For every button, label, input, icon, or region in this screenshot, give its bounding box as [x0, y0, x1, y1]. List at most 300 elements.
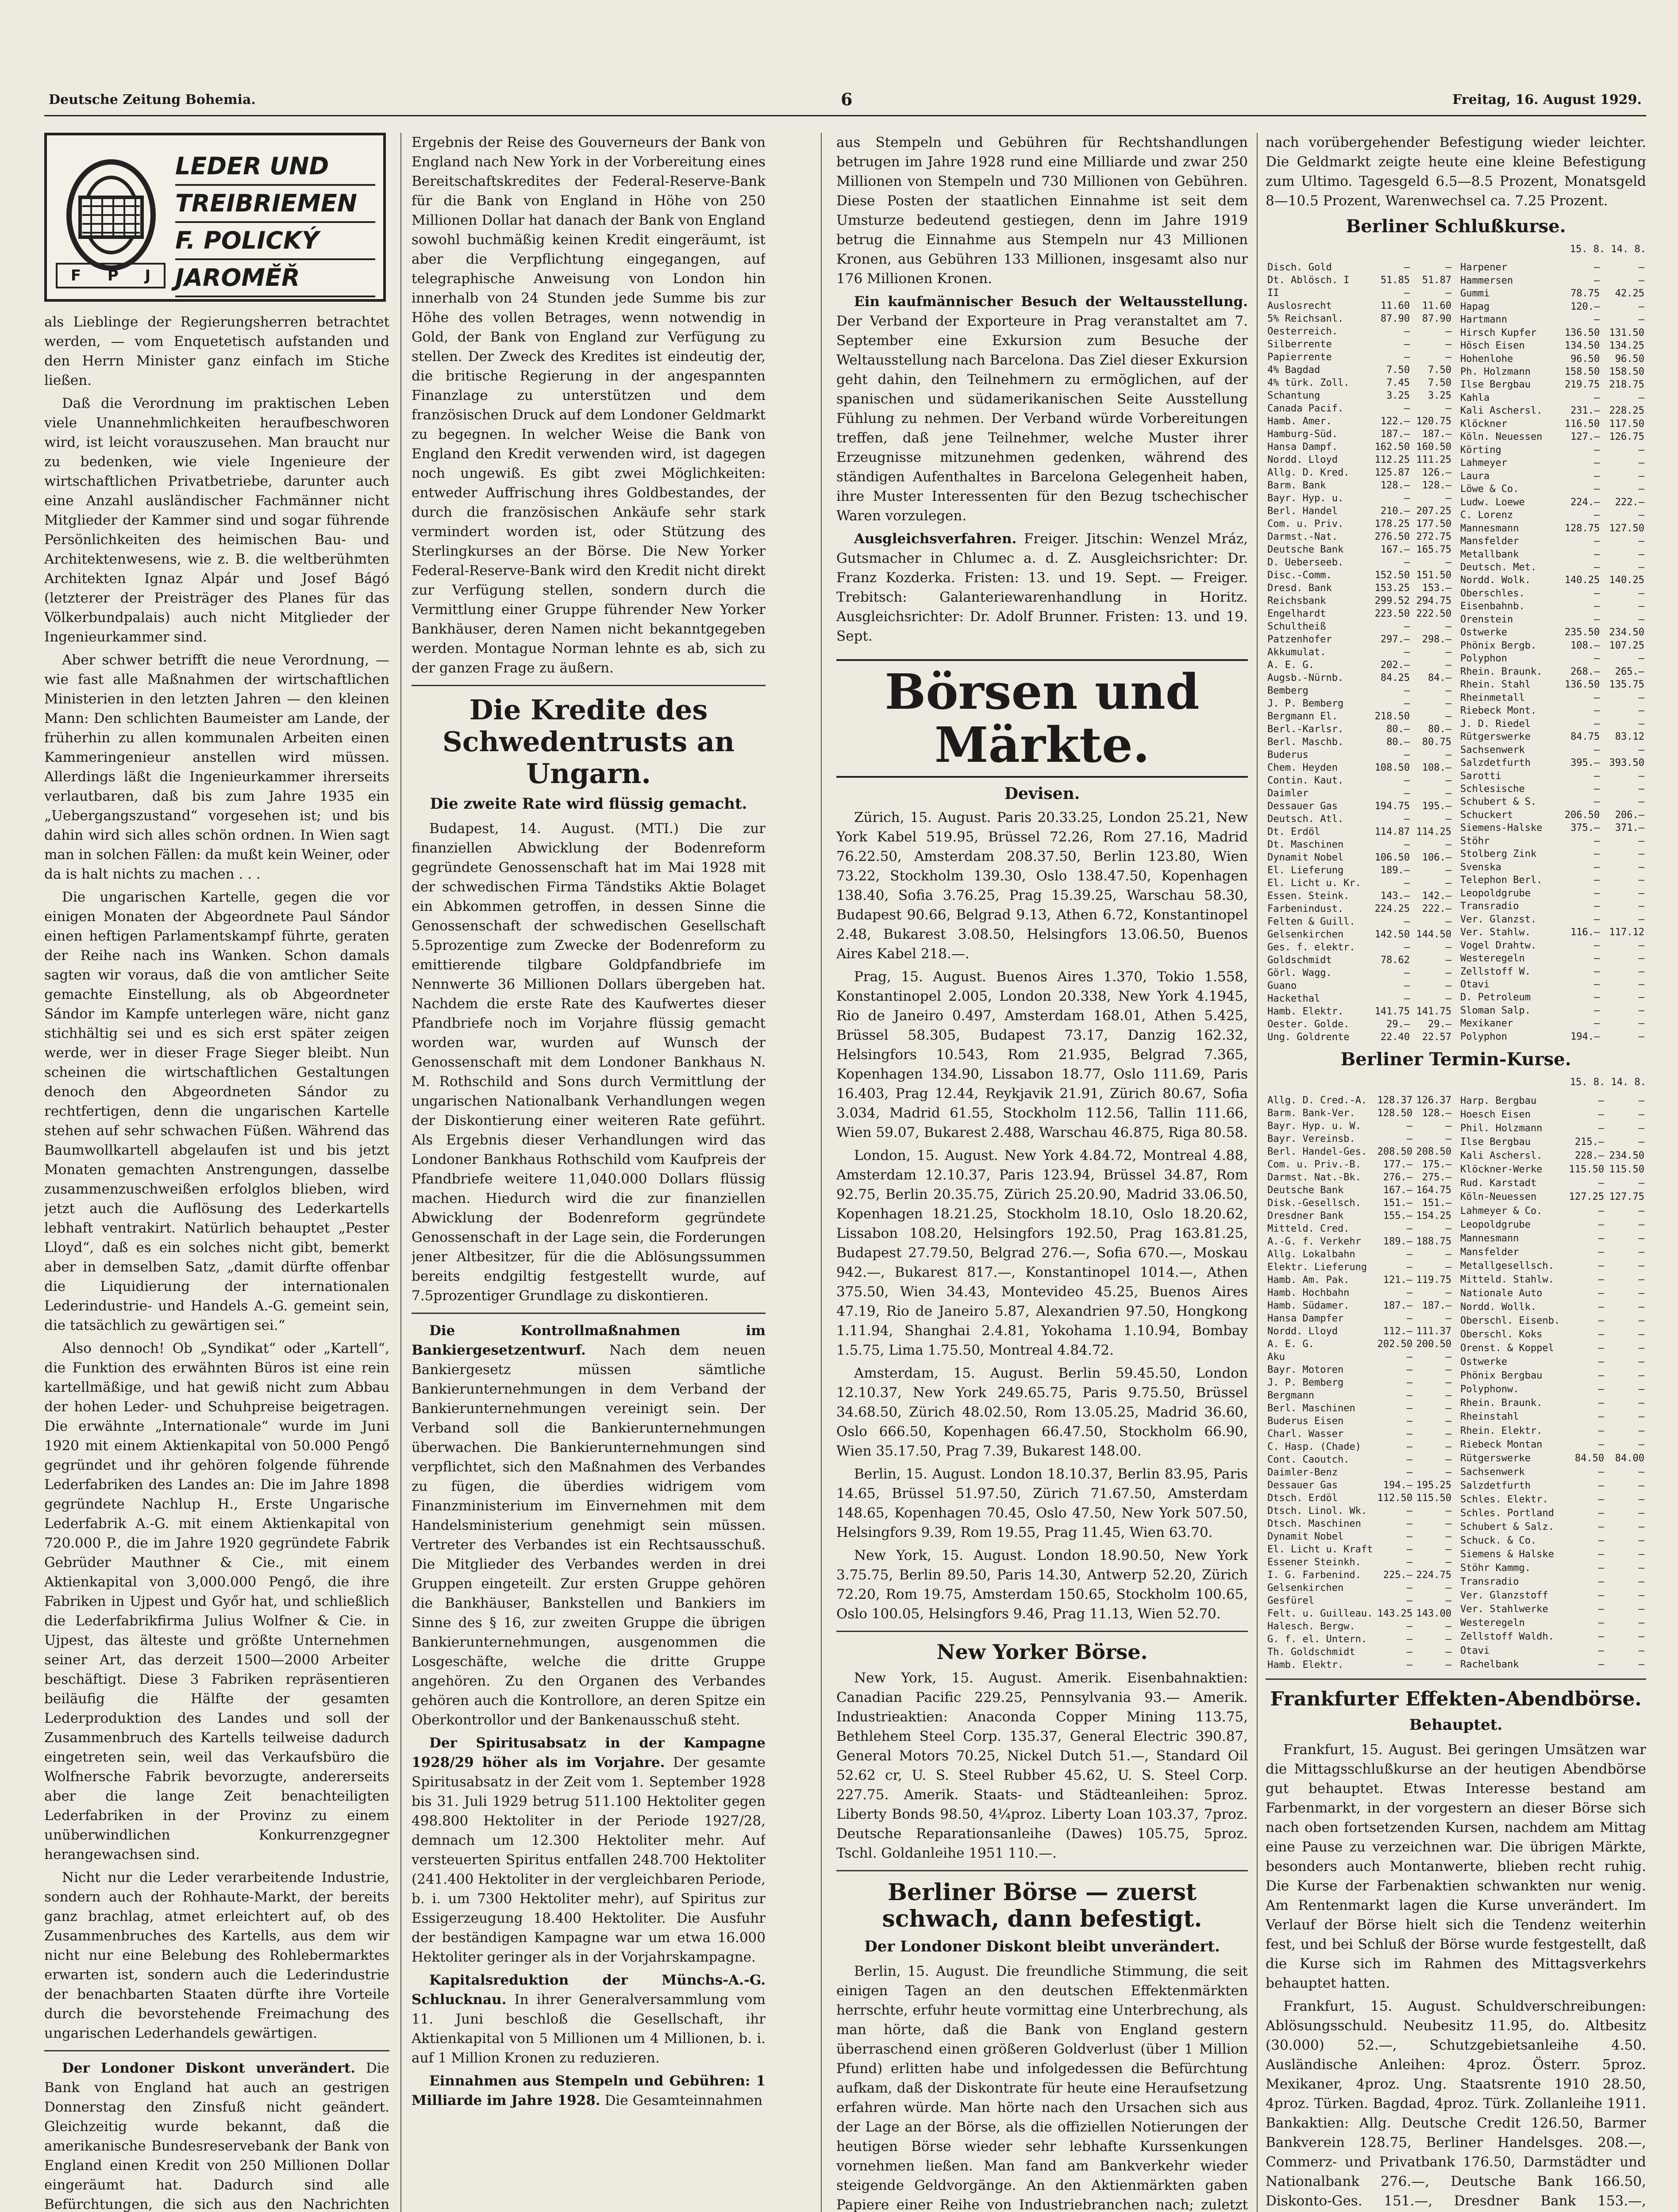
quote-row [1459, 1094, 1646, 1108]
article-subhead: Die zweite Rate wird flüssig gemacht. [430, 795, 747, 813]
quote-row [1266, 453, 1453, 466]
security-name: Halesch. Bergw. [1267, 1621, 1355, 1632]
quote-value: — [1638, 1246, 1644, 1258]
quote-row [1459, 1149, 1646, 1163]
security-name: J. P. Bemberg [1267, 698, 1344, 709]
security-name: Daimler [1267, 788, 1309, 799]
quote-value: 158.50 [1609, 366, 1644, 377]
separator [836, 1631, 1248, 1632]
quote-table-right [1459, 261, 1646, 1044]
quote-value: — [1404, 647, 1410, 658]
quote-row [1266, 684, 1453, 697]
quote-value: — [1404, 878, 1410, 889]
quote-value: — [1638, 457, 1644, 469]
quote-value: — [1598, 1439, 1605, 1450]
quote-value: — [1406, 1531, 1412, 1542]
quote-value: 134.25 [1609, 340, 1644, 352]
news-text: Freiger. Jitschin: Wenzel Mráz, Gutsmacher in Chlumec a. d. Z. Ausgleichsrichter: Dr. Franz Kozderka. Fristen: 13. und 19. Sept. — Freiger. Trebitsch: Galanteriewarenhandlung in Horitz. Ausgleichsrichter: Dr. Adolf Brunner. Fristen: 13. und 19. Sept. [836, 531, 1248, 644]
security-name: Polyphon [1460, 653, 1507, 664]
security-name: Goldschmidt [1267, 955, 1332, 966]
quote-value: 167.— [1383, 1185, 1412, 1196]
quote-row [1266, 967, 1453, 979]
separator [412, 685, 766, 686]
security-name: Svenska [1460, 861, 1501, 873]
quote-value: — [1638, 1005, 1644, 1016]
security-name: Otavi [1460, 1645, 1490, 1656]
quote-row [1266, 1415, 1453, 1428]
quote-value: 215.— [1574, 1137, 1605, 1148]
quote-value: — [1638, 692, 1644, 703]
ad-line: JAROMĚŘ [175, 260, 375, 297]
security-name: Leopoldgrube [1460, 887, 1531, 899]
quote-row [1459, 1218, 1646, 1232]
quote-row [1459, 1479, 1646, 1493]
security-name: Schles. Elektr. [1460, 1494, 1548, 1505]
quote-value: 165.75 [1416, 544, 1451, 555]
quote-value: — [1445, 1544, 1451, 1555]
quote-row [1459, 1108, 1646, 1121]
quote-value: — [1445, 326, 1451, 337]
paragraph: aus Stempeln und Gebühren für Rechtshandlungen betrugen im Jahre 1928 rund eine Milliarde und zwar 250 Millionen von Stempeln und 730 Millionen von Gebühren. Diese Posten der staatlichen Einnahme ist seit dem Umsturze bedeutend gestiegen, denn im Jahre 1919 betrug die Einnahme aus Stempeln nur 43 Millionen Kronen, aus Gebühren 133 Millionen, insgesamt also nur 176 Millionen Kronen. [836, 134, 1248, 287]
column-2 [412, 133, 766, 2212]
quote-value: — [1598, 1576, 1605, 1588]
security-name: I. G. Farbenind. [1267, 1570, 1361, 1581]
quote-row [1266, 1440, 1453, 1453]
quote-row [1459, 1017, 1646, 1030]
quote-value: 222.— [1422, 903, 1451, 914]
quote-value: 78.62 [1380, 955, 1410, 966]
security-name: Mannesmann [1460, 1233, 1519, 1244]
quote-value: — [1638, 979, 1644, 991]
security-name: Otavi [1460, 979, 1490, 991]
quote-row [1266, 826, 1453, 838]
quote-value: — [1638, 1466, 1644, 1478]
quote-value: 114.87 [1374, 826, 1410, 837]
quote-row [1459, 1382, 1646, 1396]
news-title: Ein kaufmännischer Besuch der Weltausstellung. [854, 294, 1248, 310]
quote-value: 128.75 [1564, 522, 1600, 534]
quote-row [1459, 365, 1646, 378]
security-name: Schubert & Salz. [1460, 1521, 1554, 1532]
quote-value: — [1598, 1233, 1605, 1244]
paragraph: New York, 15. August. Amerik. Eisenbahnaktien: Canadian Pacific 229.25, Pennsylvania 93.— Amerik. Industrieaktien: Anaconda Copper Mining 113.75, Bethlehem Steel Corp. 135.37, General Electric 390.87, General Motors 70.25, Nickel Dutch 51.—, Standard Oil 52.62 cr, U. S. Steel Rubber 45.62, U. S. Steel Corp. 227.75. Amerik. Staats- und Städteanleihen: 5proz. Liberty Bonds 98.50, 4¼proz. Liberty Loan 103.37, 7proz. Deutsche Reparationsanleihe (Dawes) 105.75, 5proz. Tschl. Goldanleihe 1951 110.—. [836, 1670, 1248, 1861]
quote-row [1459, 1273, 1646, 1286]
quote-row [1459, 352, 1646, 365]
quote-row [1266, 1363, 1453, 1376]
quote-value: 127.50 [1609, 522, 1644, 534]
quote-row [1459, 444, 1646, 457]
quote-row [1266, 736, 1453, 749]
quote-value: 187.— [1422, 1300, 1451, 1311]
quote-value: 80.— [1386, 737, 1410, 748]
quote-value: — [1445, 1634, 1451, 1645]
quote-value: 195.— [1422, 801, 1451, 812]
security-name: Dtsch. Maschinen [1267, 1518, 1361, 1529]
quote-row [1459, 1314, 1646, 1328]
quote-value: — [1638, 614, 1644, 625]
quote-value: — [1638, 1315, 1644, 1327]
quote-row [1459, 1355, 1646, 1369]
security-name: Polyphon [1460, 1031, 1507, 1043]
security-name: Laura [1460, 470, 1490, 482]
quote-value: 187.— [1380, 429, 1410, 440]
quote-value: — [1406, 1441, 1412, 1452]
security-name: Daimler-Benz [1267, 1467, 1338, 1478]
quote-value: — [1638, 901, 1644, 912]
quote-row [1266, 1543, 1453, 1556]
quote-row [1459, 822, 1646, 834]
quote-row [1459, 548, 1646, 561]
quote-value: 208.50 [1416, 1146, 1451, 1157]
quote-row [1266, 1107, 1453, 1120]
article-headline: Die Kredite des Schwedentrusts an Ungarn. [443, 694, 735, 790]
security-name: Lahmeyer [1460, 457, 1507, 469]
quote-value: — [1445, 711, 1451, 722]
quote-value: 127.— [1570, 431, 1600, 443]
quote-value: 143.00 [1416, 1608, 1451, 1619]
quote-row [1266, 1620, 1453, 1633]
quote-row [1459, 457, 1646, 469]
quote-value: 128.50 [1377, 1108, 1412, 1119]
quote-row [1459, 1232, 1646, 1245]
quote-value: — [1638, 392, 1644, 403]
security-name: Körting [1460, 444, 1501, 456]
quote-value: — [1406, 1364, 1412, 1375]
security-name: Silberrente [1267, 339, 1332, 350]
quote-value: — [1406, 1121, 1412, 1132]
quote-row [1266, 1428, 1453, 1440]
quote-value: — [1594, 614, 1600, 625]
quote-value: 189.— [1380, 865, 1410, 876]
security-name: Metallgesellsch. [1460, 1260, 1554, 1271]
security-name: Sarotti [1460, 770, 1501, 782]
security-name: Lahmeyer & Co. [1460, 1205, 1543, 1217]
quote-value: — [1638, 1576, 1644, 1588]
quote-row [1459, 887, 1646, 900]
quote-value: 151.50 [1416, 570, 1451, 581]
quote-value: 175.— [1422, 1159, 1451, 1170]
quote-value: 187.— [1383, 1300, 1412, 1311]
quote-value: 80.— [1386, 724, 1410, 735]
quote-value: 96.50 [1570, 353, 1600, 365]
quote-row [1266, 979, 1453, 992]
quote-row [1459, 418, 1646, 430]
quote-row [1266, 774, 1453, 787]
quote-value: — [1445, 942, 1451, 953]
quote-value: — [1598, 1563, 1605, 1574]
quote-tables [1266, 261, 1646, 1044]
quote-row [1266, 954, 1453, 967]
quote-value: 152.50 [1374, 570, 1410, 581]
security-name: Hoesch Eisen [1460, 1109, 1531, 1121]
quote-value: 144.50 [1416, 929, 1451, 940]
quote-row [1266, 1659, 1453, 1671]
quote-row [1266, 1402, 1453, 1415]
quote-value: — [1594, 510, 1600, 521]
security-name: Siemens-Halske [1460, 822, 1543, 834]
quote-value: — [1404, 685, 1410, 696]
paragraph: nach vorübergehender Befestigung wieder leichter. Die Geldmarkt zeigte heute eine kleine Befestigung zum Ultimo. Tagesgeld 6.5—8.5 Prozent, Monatsgeld 8—10.5 Prozent, Warenwechsel ca. 7.25 Prozent. [1266, 134, 1646, 209]
quote-value: — [1638, 536, 1644, 547]
ad-line: LEDER UND [175, 149, 375, 186]
quote-row [1266, 1005, 1453, 1018]
security-name: C. Lorenz [1460, 510, 1513, 521]
separator [44, 2050, 389, 2051]
security-name: A. E. G. [1267, 660, 1314, 671]
quote-row [1266, 518, 1453, 530]
security-name: Com. u. Priv. [1267, 518, 1344, 530]
quote-value: 142.— [1422, 891, 1451, 902]
quote-value: — [1598, 1260, 1605, 1271]
quote-value: — [1406, 1403, 1412, 1414]
quote-value: 153.— [1422, 583, 1451, 594]
security-name: Mexikaner [1460, 1018, 1513, 1029]
quote-value: 42.25 [1615, 288, 1644, 300]
security-name: D. Petroleum [1460, 992, 1531, 1003]
security-name: Görl. Wagg. [1267, 968, 1332, 979]
security-name: Ver. Glanzst. [1460, 914, 1537, 925]
quote-value: — [1404, 916, 1410, 927]
quote-value: — [1638, 653, 1644, 664]
quote-row [1459, 1259, 1646, 1273]
quote-value: — [1445, 775, 1451, 786]
quote-value: 83.12 [1615, 731, 1644, 743]
security-name: Mitteld. Cred. [1267, 1223, 1350, 1234]
quote-row [1266, 1594, 1453, 1607]
quote-value: 111.25 [1416, 454, 1451, 465]
news-title: Der Londoner Diskont unverändert. [62, 2060, 356, 2076]
security-name: Allg. D. Kred. [1267, 467, 1350, 478]
masthead [44, 84, 1646, 116]
quote-value: — [1406, 1659, 1412, 1671]
paragraph: Berlin, 15. August. London 18.10.37, Berlin 83.95, Paris 14.65, Brüssel 51.97.50, Zürich 71.67.50, Amsterdam 148.65, Kopenhagen 70.45, Oslo 47.50, New York 507.50, Helsingfors 9.39, Rom 19.55, Prag 11.45, Wien 63.70. [836, 1466, 1248, 1540]
quote-value: — [1445, 698, 1451, 709]
quote-value: — [1445, 1647, 1451, 1658]
quote-value: — [1445, 1557, 1451, 1568]
quote-row [1459, 1135, 1646, 1149]
quote-row [1266, 351, 1453, 364]
security-name: Ph. Holzmann [1460, 366, 1531, 377]
security-name: Bemberg [1267, 685, 1309, 696]
quote-row [1266, 582, 1453, 595]
quote-value: — [1445, 1621, 1451, 1632]
quote-row [1459, 1602, 1646, 1616]
security-name: Essener Steinkh. [1267, 1557, 1361, 1568]
quote-value: 160.50 [1416, 442, 1451, 453]
security-name: Dresdner Bank [1267, 1210, 1344, 1221]
quote-row [1459, 470, 1646, 483]
quote-value: — [1598, 1329, 1605, 1340]
quote-value: 108.— [1422, 762, 1451, 773]
quote-value: — [1638, 601, 1644, 612]
security-name: Auslosrecht [1267, 300, 1332, 311]
quote-value: — [1598, 1315, 1605, 1327]
quote-value: — [1594, 940, 1600, 951]
quote-value: — [1638, 887, 1644, 899]
quote-value: — [1404, 493, 1410, 504]
quote-value: — [1638, 849, 1644, 860]
quote-row [1266, 646, 1453, 659]
security-name: Phönix Bergb. [1460, 640, 1537, 651]
quote-value: 224.— [1570, 496, 1600, 508]
quote-row [1459, 795, 1646, 808]
quote-value: — [1445, 647, 1451, 658]
security-name: El. Licht u. Kraft [1267, 1544, 1373, 1555]
quote-row [1266, 287, 1453, 300]
quote-row [1459, 1424, 1646, 1438]
quote-value: — [1638, 588, 1644, 599]
quote-value: — [1445, 262, 1451, 273]
security-name: Hamb. Am. Pak. [1267, 1275, 1350, 1286]
security-name: Orenst. & Koppel [1460, 1343, 1554, 1354]
quote-value: 225.— [1383, 1570, 1412, 1581]
quote-row [1459, 809, 1646, 822]
security-name: Gelsenkirchen [1267, 929, 1344, 940]
security-name: Oberschl. Koks [1460, 1329, 1543, 1340]
quote-value: 107.25 [1609, 640, 1644, 651]
quote-row [1459, 1644, 1646, 1658]
quote-value: — [1445, 493, 1451, 504]
column-rule [821, 133, 822, 2212]
quote-row [1266, 1235, 1453, 1248]
quote-value: — [1638, 718, 1644, 730]
quote-value: — [1638, 314, 1644, 326]
quote-row [1266, 1312, 1453, 1325]
quote-row [1266, 338, 1453, 351]
security-name: Köln. Neuessen [1460, 431, 1543, 443]
quote-row [1459, 509, 1646, 522]
security-name: Rütgerswerke [1460, 1452, 1531, 1464]
security-name: Ver. Stahlw. [1460, 927, 1531, 938]
news-text: Der Verband der Exporteure in Prag veranstaltet am 7. September eine Exkursion zum Besuche der Weltausstellung nach Barcelona. Das Ziel dieser Exkursion geht dahin, den Teilnehmern zu ermöglichen, auf der spanischen und südamerikanischen Seite Ausstellung Fühlung zu nehmen. Der Verband würde Vorbereitungen treffen, daß jene Teilnehmer, welche Muster ihrer Erzeugnisse mitzunehmen gedenken, während des ständigen Aufenthaltes in Barcelona Gelegenheit haben, ihre Muster Interessenten für den Bezug tschechischer Waren vorzulegen. [836, 313, 1248, 524]
quote-value: — [1594, 549, 1600, 560]
quote-row [1459, 1520, 1646, 1534]
paragraph: New York, 15. August. London 18.90.50, New York 3.75.75, Berlin 89.50, Paris 14.30, Antwerp 52.20, Zürich 72.20, Rom 19.75, Amsterdam 150.65, Stockholm 100.65, Oslo 100.05, Helsingfors 9.46, Prag 11.13, Wien 52.70. [836, 1548, 1248, 1622]
security-name: Köln-Neuessen [1460, 1191, 1537, 1203]
quote-value: — [1638, 1384, 1644, 1395]
ad-line: TREIBRIEMEN [175, 186, 375, 223]
security-name: Ges. f. elektr. [1267, 942, 1355, 953]
quote-row [1459, 900, 1646, 913]
quote-value: — [1445, 814, 1451, 825]
security-name: Th. Goldschmidt [1267, 1647, 1355, 1658]
quote-value: 194.— [1383, 1480, 1412, 1491]
paragraph: Amsterdam, 15. August. Berlin 59.45.50, London 12.10.37, New York 249.65.75, Paris 9.75.50, Brüssel 34.68.50, Zürich 48.02.50, Rom 13.05.25, Madrid 36.60, Oslo 666.50, Kopenhagen 66.47.50, Stockholm 66.90, Wien 35.17.50, Prag 7.39, Bukarest 148.00. [836, 1365, 1248, 1459]
quote-row [1266, 389, 1453, 402]
quote-value: — [1598, 1123, 1605, 1134]
security-name: Transradio [1460, 1576, 1519, 1588]
security-name: Zellstoff Waldh. [1460, 1631, 1554, 1643]
quote-value: — [1406, 1313, 1412, 1324]
quote-value: 218.75 [1609, 379, 1644, 391]
quote-value: — [1598, 1343, 1605, 1354]
quote-row [1459, 743, 1646, 756]
quote-value: 136.50 [1564, 327, 1600, 338]
quote-row [1266, 1286, 1453, 1299]
article-headline: Berliner Börse — zuerst schwach, dann befestigt. [882, 1879, 1202, 1932]
security-name: Rhein. Elektr. [1460, 1425, 1543, 1436]
security-name: Bayr. Hyp. u. W. [1267, 1121, 1361, 1132]
security-name: Ostwerke [1460, 1356, 1507, 1368]
news-title: Ausgleichsverfahren. [854, 531, 1017, 547]
quote-value: 222.50 [1416, 608, 1451, 619]
security-name: Riebeck Montan [1460, 1439, 1543, 1450]
quote-value: 218.50 [1374, 711, 1410, 722]
quote-value: — [1445, 1249, 1451, 1260]
quote-row [1266, 607, 1453, 620]
quote-row [1459, 1004, 1646, 1017]
quote-value: 202.50 [1377, 1339, 1412, 1350]
quote-value: 206.50 [1564, 809, 1600, 821]
quote-value: — [1638, 966, 1644, 977]
security-name: Rheinmetall [1460, 692, 1525, 703]
quote-value: 141.75 [1416, 1006, 1451, 1017]
quote-value: — [1445, 955, 1451, 966]
quote-value: — [1594, 966, 1600, 977]
security-name: Hösch Eisen [1460, 340, 1525, 352]
quote-value: — [1638, 1521, 1644, 1532]
quote-value: — [1445, 1121, 1451, 1132]
security-name: Phil. Holzmann [1460, 1123, 1543, 1134]
quote-row [1459, 1328, 1646, 1341]
quote-value: — [1404, 968, 1410, 979]
quote-value: 219.75 [1564, 379, 1600, 391]
quote-row [1266, 556, 1453, 569]
quote-value: 114.25 [1416, 826, 1451, 837]
quote-value: — [1445, 1505, 1451, 1517]
security-name: Allg. D. Cred.-A. [1267, 1095, 1367, 1106]
quote-value: 188.75 [1416, 1236, 1451, 1247]
quote-value: — [1638, 1398, 1644, 1409]
quote-row [1459, 392, 1646, 404]
quote-value: 134.50 [1564, 340, 1600, 352]
quote-value: 80.75 [1422, 737, 1451, 748]
quote-value: 116.— [1570, 927, 1600, 938]
quote-value: 200.50 [1416, 1339, 1451, 1350]
security-name: Rütgerswerke [1460, 731, 1531, 743]
quote-value: — [1406, 1647, 1412, 1658]
quote-value: 7.50 [1428, 377, 1451, 388]
column-1 [44, 133, 389, 2212]
quote-row [1266, 749, 1453, 761]
quote-row [1459, 404, 1646, 417]
quote-row [1266, 710, 1453, 723]
quote-value: — [1638, 301, 1644, 312]
quote-value: 115.50 [1569, 1164, 1605, 1175]
security-name: D. Ueberseeb. [1267, 557, 1344, 568]
quote-value: 371.— [1615, 822, 1644, 834]
quote-value: — [1594, 314, 1600, 326]
quote-row [1459, 730, 1646, 743]
security-name: A. E. G. [1267, 1339, 1314, 1350]
quote-row [1266, 466, 1453, 479]
quote-row [1459, 274, 1646, 287]
quote-value: 106.50 [1374, 852, 1410, 863]
quote-value: 167.— [1380, 544, 1410, 555]
quote-value: — [1404, 352, 1410, 363]
quote-value: — [1598, 1178, 1605, 1189]
security-name: Deutsch. Atl. [1267, 814, 1344, 825]
security-name: Kali Aschersl. [1460, 405, 1543, 417]
quote-row [1459, 678, 1646, 691]
quote-value: 187.— [1422, 429, 1451, 440]
quote-value: — [1594, 692, 1600, 703]
quote-value: — [1594, 861, 1600, 873]
quote-value: — [1445, 1416, 1451, 1427]
quote-value: — [1638, 1370, 1644, 1382]
quote-value: 112.50 [1377, 1493, 1412, 1504]
separator [412, 1313, 766, 1314]
